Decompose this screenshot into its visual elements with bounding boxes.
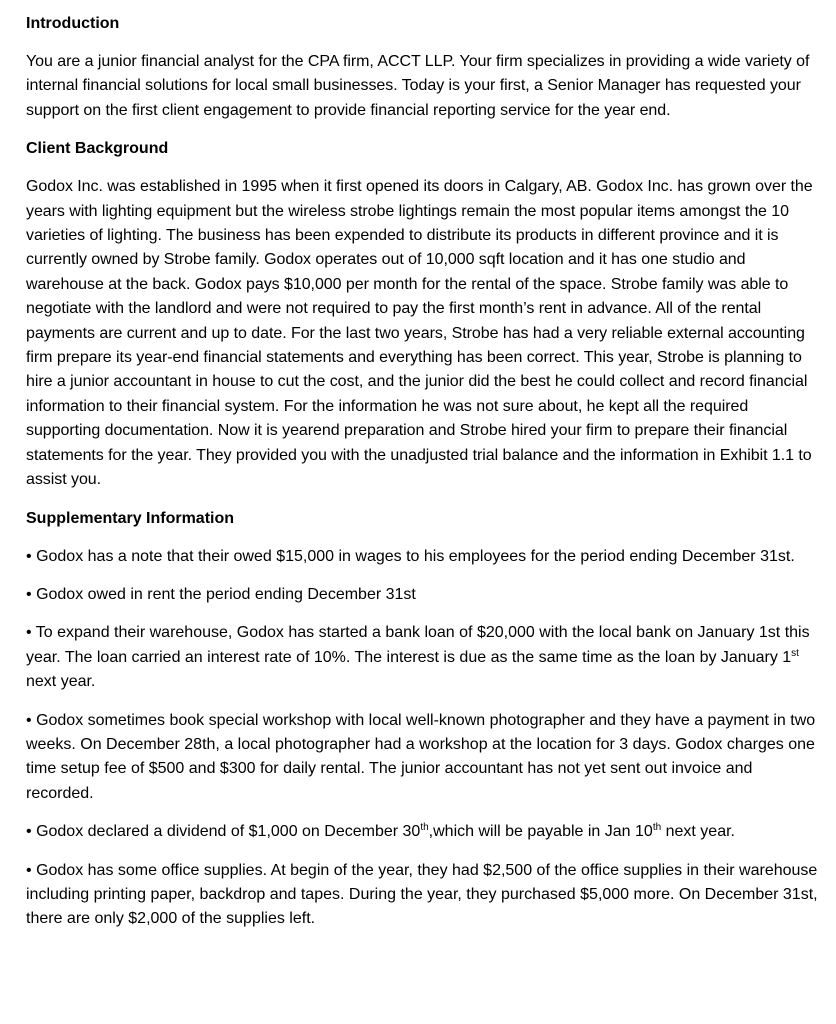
bullet-text: next year.: [26, 673, 96, 691]
bullet-marker: •: [26, 823, 32, 841]
bullet-item-rent: [26, 583, 822, 607]
bullet-text: Godox sometimes book special workshop with local well-known photographer and they have a payment in two weeks. On December 28th, a local photographer had a workshop at the location for 3 days. Godox charges one time setup fee of $500 and $300 for daily rental. The junior accountant has not yet sent out invoice and recorded.: [26, 711, 816, 802]
bullet-text: Godox declared a dividend of $1,000 on December 30: [36, 823, 421, 841]
bullet-item-bank-loan: [26, 621, 822, 694]
bullet-marker: •: [26, 624, 32, 642]
bullet-text: Godox has a note that their owed $15,000 in wages to his employees for the period ending December 31st.: [36, 547, 795, 565]
supplementary-bullet-list: [26, 545, 822, 932]
bullet-marker: •: [26, 711, 32, 729]
superscript: st: [791, 647, 799, 659]
bullet-text: To expand their warehouse, Godox has started a bank loan of $20,000 with the local bank on January 1st this year. The loan carried an interest rate of 10%. The interest is due as the same time as the loan by January 1: [26, 624, 810, 666]
client-background-heading: Client Background: [26, 140, 169, 158]
bullet-marker: •: [26, 585, 32, 603]
bullet-item-dividend: [26, 820, 822, 844]
bullet-item-workshop: [26, 709, 822, 807]
bullet-item-office-supplies: [26, 859, 822, 932]
introduction-paragraph: You are a junior financial analyst for the CPA firm, ACCT LLP. Your firm specializes in providing a wide variety of internal financial solutions for local small businesses. Today is your first, a Senior Manager has requested your support on the first client engagement to provide financial reporting service for the year end.: [26, 53, 810, 119]
bullet-text: Godox owed in rent the period ending December 31st: [36, 585, 416, 603]
bullet-marker: •: [26, 861, 32, 879]
supplementary-information-heading: Supplementary Information: [26, 509, 235, 527]
introduction-heading: Introduction: [26, 15, 120, 32]
bullet-text: ,which will be payable in Jan 10: [428, 823, 653, 841]
bullet-text: Godox has some office supplies. At begin of the year, they had $2,500 of the office supplies in their warehouse including printing paper, backdrop and tapes. During the year, they purchased $5,000 more. On December 31st, there are only $2,000 of the supplies left.: [26, 861, 818, 928]
superscript: th: [652, 822, 662, 834]
bullet-text: next year.: [661, 823, 735, 841]
client-background-paragraph: Godox Inc. was established in 1995 when it first opened its doors in Calgary, AB. Godox Inc. has grown over the years with lighting equipment but the wireless strobe lightings remain the most popular items amongst the 10 varieties of lighting. The business has been expended to distribute its products in different province and it is currently owned by Strobe family. Godox operates out of 10,000 sqft location and it has one studio and warehouse at the back. Godox pays $10,000 per month for the rental of the space. Strobe family was able to negotiate with the landlord and were not required to pay the first month’s rent in advance. All of the rental payments are current and up to date. For the last two years, Strobe has had a very reliable external accounting firm prepare its year-end financial statements and everything has been correct. This year, Strobe is planning to hire a junior accountant in house to cut the cost, and the junior did the best he could collect and record financial information to their financial system. For the information he was not sure about, he kept all the required supporting documentation. Now it is yearend preparation and Strobe hired your firm to prepare their financial statements for the year. They provided you with the unadjusted trial balance and the information in Exhibit 1.1 to assist you.: [26, 178, 813, 489]
bullet-item-wages: [26, 545, 822, 569]
superscript: th: [420, 822, 429, 834]
bullet-marker: •: [26, 547, 32, 565]
document-page: [26, 12, 822, 932]
